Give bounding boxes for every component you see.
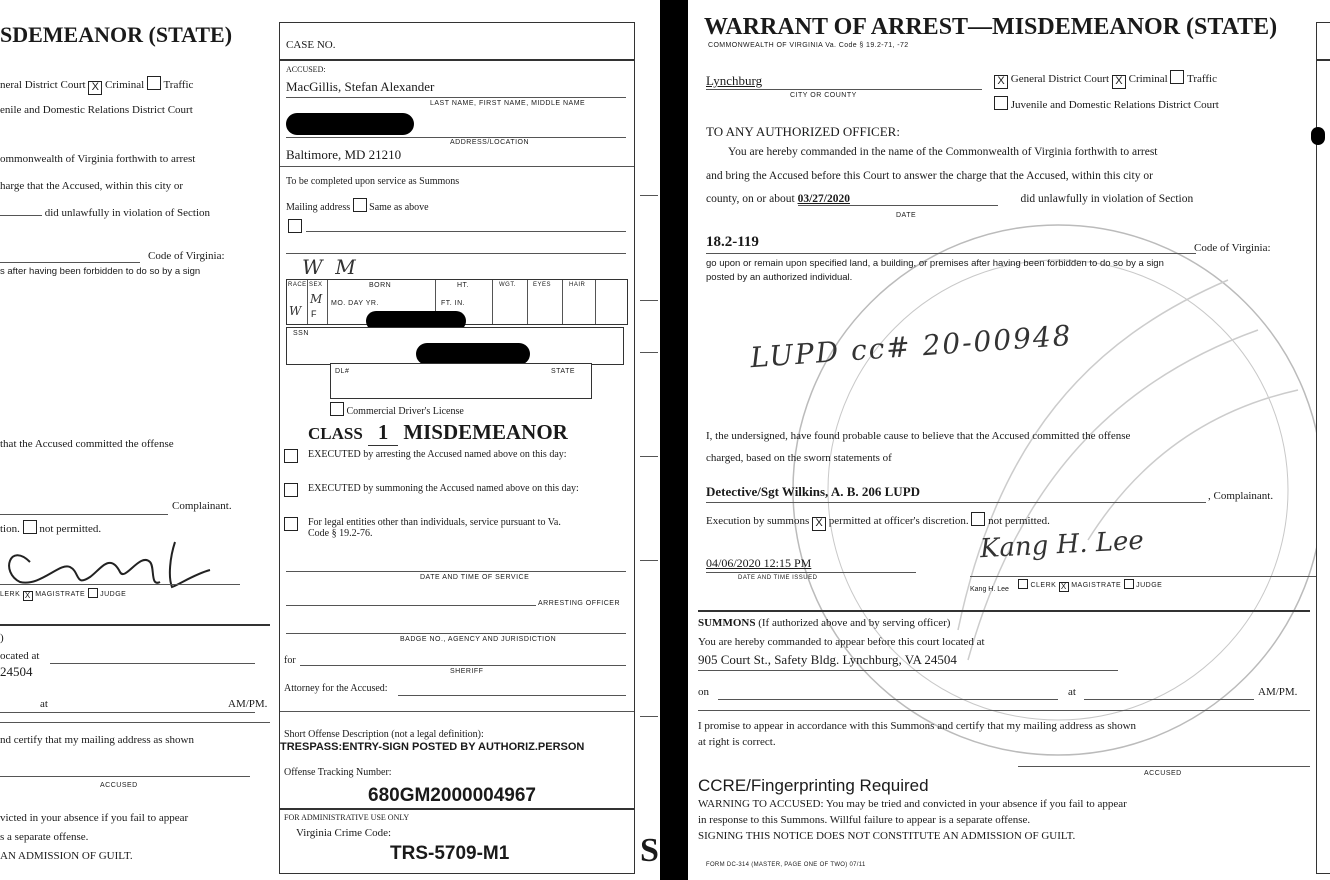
service-dt-line bbox=[286, 571, 626, 572]
margin-dash-6 bbox=[640, 716, 658, 717]
margin-dash-2 bbox=[640, 300, 658, 301]
panel-rule-1 bbox=[280, 59, 634, 61]
right-body-1: You are hereby commanded in the name of the Commonwealth of Virginia forthwith to arrest bbox=[728, 146, 1158, 158]
sheriff-caption: SHERIFF bbox=[450, 668, 484, 675]
left-ampm: AM/PM. bbox=[228, 698, 268, 710]
badge-caption: BADGE NO., AGENCY AND JURISDICTION bbox=[400, 636, 557, 643]
summons-rule bbox=[698, 610, 1310, 612]
left-summons-rule bbox=[0, 624, 270, 626]
warning-2: in response to this Summons. Willful failure to appear is a separate offense. bbox=[698, 814, 1031, 826]
gdc-row: X General District Court X Criminal Traffic bbox=[994, 70, 1217, 89]
exec-entity-row: For legal entities other than individuals, service pursuant to Va. Code § 19.2-76. bbox=[284, 517, 584, 539]
mo-day-yr: MO. DAY YR. bbox=[331, 300, 379, 307]
left-section-line bbox=[0, 262, 140, 263]
arresting-officer: ARRESTING OFFICER bbox=[538, 600, 621, 607]
form-footer: FORM DC-314 (MASTER, PAGE ONE OF TWO) 07/11 bbox=[706, 862, 866, 868]
edge-letter: S bbox=[640, 832, 659, 869]
arresting-line bbox=[286, 605, 536, 606]
sheriff-line bbox=[300, 665, 626, 666]
left-probable-cause: that the Accused committed the offense bbox=[0, 438, 174, 450]
city-value: Lynchburg bbox=[706, 73, 763, 88]
traffic-checkbox-right[interactable] bbox=[1170, 70, 1184, 84]
ht-label: HT. bbox=[457, 282, 469, 289]
exec-arrest-row: EXECUTED by arresting the Accused named above on this day: bbox=[284, 449, 624, 463]
left-located-at: ocated at bbox=[0, 650, 40, 662]
sex-f: F bbox=[311, 309, 317, 319]
left-sig-line bbox=[0, 584, 240, 585]
same-as-above-checkbox[interactable] bbox=[353, 198, 367, 212]
sex-label: SEX bbox=[309, 282, 323, 288]
left-body-1: ommonwealth of Virginia forthwith to arrest bbox=[0, 153, 196, 165]
issued-line bbox=[706, 572, 916, 573]
warning-3: SIGNING THIS NOTICE DOES NOT CONSTITUTE AN ADMISSION OF GUILT. bbox=[698, 830, 1076, 842]
left-zip: 24504 bbox=[0, 664, 33, 679]
handwritten-case-number: LUPD cc# 20-00948 bbox=[749, 318, 1074, 375]
accused-name-caption: LAST NAME, FIRST NAME, MIDDLE NAME bbox=[430, 100, 586, 107]
left-accused-caption: ACCUSED bbox=[100, 782, 138, 789]
warrant-subtitle: COMMONWEALTH OF VIRGINIA Va. Code § 19.2-71, -72 bbox=[708, 42, 909, 49]
attorney-line bbox=[398, 695, 626, 696]
admin-use: FOR ADMINISTRATIVE USE ONLY bbox=[284, 813, 410, 822]
left-offense-partial: s after having been forbidden to do so by a sign bbox=[0, 266, 201, 277]
ssn-box: SSN bbox=[286, 327, 624, 365]
mailing-extra-checkbox[interactable] bbox=[288, 219, 302, 233]
redacted-ssn bbox=[416, 343, 530, 365]
left-body-2: harge that the Accused, within this city or bbox=[0, 180, 184, 192]
pc-line-2: charged, based on the sworn statements of bbox=[706, 452, 892, 464]
badge-line bbox=[286, 633, 626, 634]
traffic-checkbox[interactable] bbox=[147, 76, 161, 90]
criminal-checkbox[interactable]: X bbox=[88, 81, 102, 95]
cdl-checkbox[interactable] bbox=[330, 402, 344, 416]
right-body-2: and bring the Accused before this Court to answer the charge that the Accused, within this city or bbox=[706, 170, 1153, 182]
service-line: To be completed upon service as Summons bbox=[286, 176, 460, 187]
on-line bbox=[718, 699, 1058, 700]
exec-summons-permitted-checkbox[interactable]: X bbox=[812, 517, 826, 531]
left-date-line bbox=[0, 712, 255, 713]
warrant-title: WARRANT OF ARREST—MISDEMEANOR (STATE) bbox=[704, 14, 1278, 40]
margin-dash-3 bbox=[640, 352, 658, 353]
complainant-name: Detective/Sgt Wilkins, A. B. 206 LUPD bbox=[706, 484, 921, 499]
race-label: RACE bbox=[288, 282, 307, 288]
ft-in: FT. IN. bbox=[441, 300, 466, 307]
left-execution: tion. not permitted. bbox=[0, 520, 101, 535]
judge-checkbox[interactable] bbox=[1124, 579, 1134, 589]
jdr-row: Juvenile and Domestic Relations District Court bbox=[994, 96, 1219, 111]
offense-desc-1: go upon or remain upon specified land, a building, or premises after having been forbidden to do so by a sign bbox=[706, 258, 1164, 269]
issued-caption: DATE AND TIME ISSUED bbox=[738, 575, 818, 581]
left-sig-row: LERK X MAGISTRATE JUDGE bbox=[0, 588, 126, 601]
offense-text: TRESPASS:ENTRY-SIGN POSTED BY AUTHORIZ.PERSON bbox=[280, 741, 585, 753]
panel-rule-4 bbox=[280, 808, 634, 810]
case-no-label: CASE NO. bbox=[286, 39, 336, 51]
margin-dash-1 bbox=[640, 195, 658, 196]
right-body-3: county, on or about 03/27/2020 did unlawfully in violation of Section bbox=[706, 193, 1194, 205]
issued-datetime: 04/06/2020 12:15 PM bbox=[706, 556, 812, 570]
accused-caption-right: ACCUSED bbox=[1144, 770, 1182, 777]
class-row: CLASS 1 MISDEMEANOR bbox=[308, 420, 568, 444]
left-accused-line bbox=[0, 776, 250, 777]
execution-row: Execution by summons X permitted at officer's discretion. not permitted. bbox=[706, 512, 1050, 531]
right-document bbox=[688, 0, 1330, 880]
right-side-panel-edge bbox=[1316, 22, 1330, 874]
left-located-line bbox=[50, 663, 255, 664]
on-label: on bbox=[698, 686, 709, 698]
handwritten-wm: W M bbox=[302, 255, 356, 279]
court-address-line bbox=[698, 670, 1118, 671]
for-label: for bbox=[284, 655, 296, 666]
left-complainant-line bbox=[0, 514, 168, 515]
warning-1: WARNING TO ACCUSED: You may be tried and convicted in your absence if you fail to appear bbox=[698, 798, 1127, 810]
section-number: 18.2-119 bbox=[706, 234, 759, 250]
accused-name: MacGillis, Stefan Alexander bbox=[286, 79, 435, 94]
summons-body: You are hereby commanded to appear before this court located at bbox=[698, 636, 985, 648]
section-line bbox=[706, 253, 1196, 254]
signature-line bbox=[970, 576, 1320, 577]
wgt-label: WGT. bbox=[499, 282, 516, 288]
city-line bbox=[706, 89, 982, 90]
margin-dash-5 bbox=[640, 560, 658, 561]
left-at: at bbox=[40, 698, 48, 710]
promise-2: at right is correct. bbox=[698, 736, 776, 748]
left-document bbox=[0, 0, 660, 880]
ampm-label: AM/PM. bbox=[1258, 686, 1298, 698]
accused-sig-line bbox=[1018, 766, 1310, 767]
jdr-checkbox[interactable] bbox=[994, 96, 1008, 110]
summons-header: SUMMONS (If authorized above and by serving officer) bbox=[698, 617, 951, 629]
tracking-number: 680GM2000004967 bbox=[368, 785, 536, 806]
hair-label: HAIR bbox=[569, 282, 586, 288]
left-court-line-2: enile and Domestic Relations District Court bbox=[0, 104, 193, 116]
exec-arrest-checkbox[interactable] bbox=[284, 449, 298, 463]
city-state: Baltimore, MD 21210 bbox=[286, 147, 402, 162]
left-complainant: Complainant. bbox=[172, 500, 232, 512]
complainant-line bbox=[706, 502, 1206, 503]
pc-line-1: I, the undersigned, have found probable cause to believe that the Accused committed the offense bbox=[706, 430, 1131, 442]
mailing-row: Mailing address Same as above bbox=[286, 198, 429, 213]
exec-summons-row: EXECUTED by summoning the Accused named above on this day: bbox=[284, 483, 584, 497]
left-court-line-1: neral District Court X Criminal Traffic bbox=[0, 76, 193, 95]
gdc-checkbox[interactable]: X bbox=[994, 75, 1008, 89]
cdl-row: Commercial Driver's License bbox=[330, 402, 464, 417]
crime-code-label: Virginia Crime Code: bbox=[296, 827, 392, 839]
panel-rule-2 bbox=[280, 166, 634, 167]
offense-desc-2: posted by an authorized individual. bbox=[706, 272, 853, 283]
exec-not-permitted-checkbox[interactable] bbox=[971, 512, 985, 526]
magistrate-checkbox[interactable]: X bbox=[1059, 582, 1069, 592]
magistrate-signature: Kang H. Lee bbox=[979, 525, 1145, 565]
summons-mid-rule bbox=[698, 710, 1310, 711]
right-code-label: Code of Virginia: bbox=[1194, 242, 1271, 254]
accused-name-line bbox=[286, 97, 626, 98]
redacted-address bbox=[286, 113, 414, 135]
left-warning-2: s a separate offense. bbox=[0, 831, 89, 843]
race-value: W bbox=[289, 304, 302, 318]
tracking-label: Offense Tracking Number: bbox=[284, 767, 392, 778]
sex-value: M bbox=[310, 292, 323, 306]
promise-1: I promise to appear in accordance with this Summons and certify that my mailing address as shown bbox=[698, 720, 1137, 732]
left-title: SDEMEANOR (STATE) bbox=[0, 22, 233, 47]
short-offense-label: Short Offense Description (not a legal definition): bbox=[284, 729, 484, 740]
left-summons-bottom-rule bbox=[0, 722, 270, 723]
center-divider bbox=[660, 0, 688, 880]
left-magistrate-signature bbox=[0, 532, 220, 592]
address-line bbox=[286, 137, 626, 138]
mailing-line-1 bbox=[306, 231, 626, 232]
magistrate-printed: Kang H. Lee bbox=[970, 586, 1009, 593]
at-line bbox=[1084, 699, 1254, 700]
left-side-panel bbox=[279, 22, 635, 874]
at-label: at bbox=[1068, 686, 1076, 698]
to-officer: TO ANY AUTHORIZED OFFICER: bbox=[706, 124, 900, 139]
left-certify: nd certify that my mailing address as shown bbox=[0, 734, 194, 746]
panel-rule-3 bbox=[280, 711, 634, 712]
complainant-label: , Complainant. bbox=[1208, 490, 1274, 502]
born-label: BORN bbox=[369, 282, 392, 289]
left-warning-1: victed in your absence if you fail to appear bbox=[0, 812, 189, 824]
sig-role-row: CLERK X MAGISTRATE JUDGE bbox=[1018, 579, 1162, 592]
dl-box: DL# STATE bbox=[330, 363, 592, 399]
left-summons-paren: ) bbox=[0, 632, 4, 644]
margin-dash-4 bbox=[640, 456, 658, 457]
accused-label: ACCUSED: bbox=[286, 65, 326, 74]
address-caption: ADDRESS/LOCATION bbox=[450, 139, 530, 146]
crime-code: TRS-5709-M1 bbox=[390, 843, 510, 864]
ccre-required: CCRE/Fingerprinting Required bbox=[698, 776, 929, 795]
exec-entity-checkbox[interactable] bbox=[284, 517, 298, 531]
left-warning-3: AN ADMISSION OF GUILT. bbox=[0, 850, 133, 862]
exec-summons-checkbox[interactable] bbox=[284, 483, 298, 497]
date-caption: DATE bbox=[896, 212, 917, 219]
left-body-3: did unlawfully in violation of Section bbox=[0, 207, 210, 219]
criminal-checkbox-right[interactable]: X bbox=[1112, 75, 1126, 89]
eyes-label: EYES bbox=[533, 282, 552, 288]
mailing-line-2 bbox=[286, 253, 626, 254]
left-code-label: Code of Virginia: bbox=[148, 250, 225, 262]
court-address: 905 Court St., Safety Bldg. Lynchburg, VA 24504 bbox=[698, 652, 957, 667]
city-caption: CITY OR COUNTY bbox=[790, 92, 857, 99]
attorney-label: Attorney for the Accused: bbox=[284, 683, 388, 694]
date-time-service: DATE AND TIME OF SERVICE bbox=[420, 574, 530, 581]
clerk-checkbox[interactable] bbox=[1018, 579, 1028, 589]
